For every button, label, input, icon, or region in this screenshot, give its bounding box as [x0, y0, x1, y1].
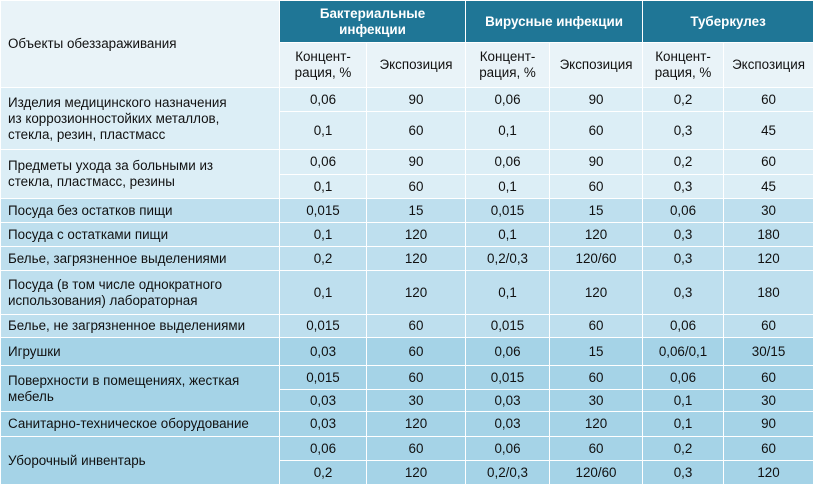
value-cell: 0,015 — [280, 199, 367, 223]
value-cell: 180 — [724, 223, 813, 247]
value-cell: 0,1 — [643, 412, 724, 437]
value-cell: 60 — [367, 366, 466, 390]
table-row — [1, 223, 813, 247]
object-label-line: использования) лабораторная — [8, 293, 275, 309]
value-cell: 0,03 — [280, 338, 367, 366]
value-cell: 60 — [367, 175, 466, 199]
value-cell: 0,1 — [280, 175, 367, 199]
value-cell: 0,2 — [643, 437, 724, 461]
group-header-line: инфекции — [284, 22, 461, 38]
value-cell: 90 — [550, 88, 643, 112]
value-cell: 60 — [550, 366, 643, 390]
object-label-line: Предметы ухода за больными из — [8, 158, 275, 174]
value-cell: 0,06 — [280, 88, 367, 112]
group-header-bacterial — [280, 1, 466, 43]
value-cell: 0,1 — [280, 112, 367, 150]
concentration-header-line: рация, % — [647, 65, 719, 81]
value-cell: 120/60 — [550, 247, 643, 271]
value-cell: 120 — [550, 271, 643, 315]
value-cell: 0,06 — [466, 150, 550, 175]
object-label: Посуда с остатками пищи — [1, 223, 280, 247]
value-cell: 60 — [367, 338, 466, 366]
value-cell: 60 — [367, 437, 466, 461]
value-cell: 60 — [724, 150, 813, 175]
table-row — [1, 271, 813, 315]
value-cell: 0,06 — [280, 150, 367, 175]
concentration-header — [280, 43, 367, 88]
value-cell: 0,1 — [643, 390, 724, 412]
exposure-header: Экспозиция — [367, 43, 466, 88]
value-cell: 180 — [724, 271, 813, 315]
value-cell: 0,3 — [643, 247, 724, 271]
value-cell: 60 — [550, 112, 643, 150]
value-cell: 90 — [724, 412, 813, 437]
value-cell: 0,3 — [643, 461, 724, 485]
value-cell: 0,015 — [466, 199, 550, 223]
value-cell: 45 — [724, 175, 813, 199]
table-row — [1, 88, 813, 112]
value-cell: 60 — [724, 366, 813, 390]
object-label — [1, 150, 280, 199]
value-cell: 120 — [367, 247, 466, 271]
value-cell: 120 — [367, 223, 466, 247]
exposure-header: Экспозиция — [724, 43, 813, 88]
value-cell: 60 — [724, 315, 813, 338]
value-cell: 120 — [724, 247, 813, 271]
value-cell: 0,2 — [643, 88, 724, 112]
value-cell: 60 — [367, 315, 466, 338]
table-row — [1, 150, 813, 175]
value-cell: 90 — [550, 150, 643, 175]
table-row — [1, 315, 813, 338]
value-cell: 0,2 — [280, 461, 367, 485]
value-cell: 0,03 — [280, 412, 367, 437]
value-cell: 30 — [367, 390, 466, 412]
object-label: Белье, не загрязненное выделениями — [1, 315, 280, 338]
value-cell: 0,2 — [280, 247, 367, 271]
group-header-viral — [466, 1, 643, 43]
table-row — [1, 437, 813, 461]
value-cell: 90 — [367, 150, 466, 175]
object-label: Посуда без остатков пищи — [1, 199, 280, 223]
object-label — [1, 88, 280, 150]
value-cell: 0,1 — [466, 223, 550, 247]
value-cell: 15 — [550, 199, 643, 223]
object-label: Белье, загрязненное выделениями — [1, 247, 280, 271]
value-cell: 0,3 — [643, 271, 724, 315]
concentration-header-line: Концент- — [284, 49, 362, 65]
concentration-header-line: рация, % — [470, 65, 545, 81]
value-cell: 0,06 — [643, 366, 724, 390]
value-cell: 0,2/0,3 — [466, 247, 550, 271]
value-cell: 120 — [367, 412, 466, 437]
group-header-line: Вирусные инфекции — [470, 14, 638, 30]
value-cell: 0,3 — [643, 112, 724, 150]
exposure-header: Экспозиция — [550, 43, 643, 88]
value-cell: 0,1 — [466, 271, 550, 315]
value-cell: 90 — [367, 88, 466, 112]
value-cell: 120 — [367, 271, 466, 315]
object-label-line: стекла, пластмасс, резины — [8, 174, 275, 190]
object-label — [1, 271, 280, 315]
value-cell: 0,06 — [466, 338, 550, 366]
table-row — [1, 199, 813, 223]
value-cell: 120 — [724, 461, 813, 485]
value-cell: 0,03 — [280, 390, 367, 412]
value-cell: 60 — [724, 437, 813, 461]
value-cell: 0,015 — [280, 366, 367, 390]
table-row — [1, 338, 813, 366]
value-cell: 30 — [724, 199, 813, 223]
value-cell: 30/15 — [724, 338, 813, 366]
object-label-line: Посуда (в том числе однократного — [8, 277, 275, 293]
table-row — [1, 247, 813, 271]
group-header-line: Туберкулез — [647, 14, 809, 30]
value-cell: 0,06 — [466, 88, 550, 112]
value-cell: 0,015 — [466, 366, 550, 390]
value-cell: 0,03 — [466, 390, 550, 412]
value-cell: 60 — [724, 88, 813, 112]
value-cell: 0,015 — [466, 315, 550, 338]
value-cell: 0,1 — [466, 112, 550, 150]
value-cell: 0,06 — [643, 315, 724, 338]
value-cell: 30 — [550, 390, 643, 412]
value-cell: 0,06 — [280, 437, 367, 461]
concentration-header-line: Концент- — [647, 49, 719, 65]
value-cell: 0,06/0,1 — [643, 338, 724, 366]
value-cell: 120 — [550, 223, 643, 247]
value-cell: 0,06 — [643, 199, 724, 223]
value-cell: 120/60 — [550, 461, 643, 485]
concentration-header — [466, 43, 550, 88]
group-header-line: Бактериальные — [284, 6, 461, 22]
objects-column-header: Объекты обеззараживания — [1, 1, 280, 88]
concentration-header-line: Концент- — [470, 49, 545, 65]
object-label — [1, 366, 280, 412]
object-label: Игрушки — [1, 338, 280, 366]
value-cell: 45 — [724, 112, 813, 150]
value-cell: 0,03 — [466, 412, 550, 437]
table-body — [1, 88, 813, 485]
value-cell: 0,3 — [643, 175, 724, 199]
value-cell: 0,015 — [280, 315, 367, 338]
object-label-line: Поверхности в помещениях, жесткая — [8, 373, 275, 389]
object-label-line: мебель — [8, 389, 275, 405]
value-cell: 0,06 — [466, 437, 550, 461]
value-cell: 0,1 — [280, 271, 367, 315]
object-label-line: стекла, резин, пластмасс — [8, 127, 275, 143]
table-row — [1, 412, 813, 437]
value-cell: 0,2 — [643, 150, 724, 175]
value-cell: 30 — [724, 390, 813, 412]
concentration-header — [643, 43, 724, 88]
value-cell: 60 — [367, 112, 466, 150]
value-cell: 0,2/0,3 — [466, 461, 550, 485]
value-cell: 0,1 — [280, 223, 367, 247]
object-label: Санитарно-техническое оборудование — [1, 412, 280, 437]
value-cell: 15 — [367, 199, 466, 223]
concentration-header-line: рация, % — [284, 65, 362, 81]
group-header-tuberculosis — [643, 1, 813, 43]
value-cell: 60 — [550, 175, 643, 199]
table-header — [1, 1, 813, 88]
object-label-line: Изделия медицинского назначения — [8, 95, 275, 111]
value-cell: 15 — [550, 338, 643, 366]
value-cell: 120 — [550, 412, 643, 437]
table-row — [1, 366, 813, 390]
value-cell: 120 — [367, 461, 466, 485]
value-cell: 60 — [550, 437, 643, 461]
object-label: Уборочный инвентарь — [1, 437, 280, 485]
value-cell: 0,1 — [466, 175, 550, 199]
value-cell: 0,3 — [643, 223, 724, 247]
value-cell: 60 — [550, 315, 643, 338]
object-label-line: из коррозионностойких металлов, — [8, 111, 275, 127]
